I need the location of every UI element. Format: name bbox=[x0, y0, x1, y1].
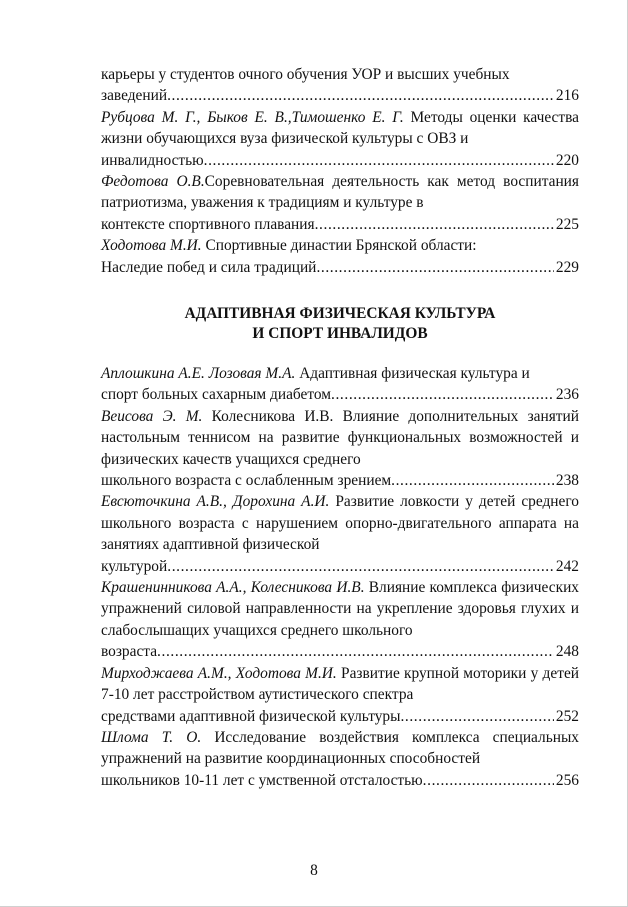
entry-authors: Ходотова М.И. bbox=[101, 237, 202, 255]
section-heading-line: АДАПТИВНАЯ ФИЗИЧЕСКАЯ КУЛЬТУРА bbox=[184, 305, 496, 322]
entry-page-number: 252 bbox=[555, 707, 579, 725]
dot-leader bbox=[423, 770, 554, 791]
entry-text bbox=[101, 663, 579, 706]
section-heading-line: И СПОРТ ИНВАЛИДОВ bbox=[252, 325, 428, 342]
toc-entry bbox=[101, 491, 579, 577]
entry-last-text: заведений bbox=[101, 87, 168, 105]
entry-title: Влияние комплекса физических упражнений силовой направленности на укрепление здоровья глухих и слабослышащих учащихся среднего школьного bbox=[101, 579, 579, 639]
entry-last-line bbox=[101, 556, 579, 577]
entry-page-number: 229 bbox=[555, 258, 579, 276]
toc-entry bbox=[101, 727, 579, 791]
dot-leader bbox=[316, 257, 553, 278]
dot-leader bbox=[167, 556, 554, 577]
entry-last-text: спорт больных сахарным диабетом bbox=[101, 386, 332, 404]
dot-leader bbox=[167, 85, 554, 106]
toc-entry bbox=[101, 663, 579, 727]
entry-title: Спортивные династии Брянской области: bbox=[201, 237, 477, 255]
entry-title: Колесникова И.В. Влияние дополнительных занятий настольным теннисом на развитие функциональных возможностей и физических качеств учащихся среднего bbox=[101, 407, 579, 468]
entry-authors: Мирходжаева А.М., Ходотова М.И. bbox=[101, 664, 337, 682]
toc-entry bbox=[101, 235, 579, 278]
dot-leader bbox=[157, 641, 554, 662]
section-heading bbox=[101, 304, 579, 344]
dot-leader bbox=[204, 150, 554, 171]
entry-last-line bbox=[101, 641, 579, 662]
entry-title: Соревновательная деятельность как метод воспитания патриотизма, уважения к традициям и культуре в bbox=[101, 173, 579, 212]
entry-text bbox=[101, 235, 579, 256]
entry-text bbox=[101, 406, 579, 470]
toc-entry bbox=[101, 363, 579, 406]
toc-entry bbox=[101, 577, 579, 663]
entry-text bbox=[101, 107, 579, 150]
toc-entry bbox=[101, 107, 579, 171]
entry-authors: Аплошкина А.Е. Лозовая М.А. bbox=[101, 365, 296, 382]
toc-top bbox=[101, 64, 579, 278]
entry-text bbox=[101, 363, 579, 384]
entry-last-text: школьников 10-11 лет с умственной отсталостью bbox=[101, 771, 423, 789]
entry-authors: Веисова Э. М. bbox=[101, 407, 203, 425]
entry-last-text: средствами адаптивной физической культуры bbox=[101, 707, 401, 725]
entry-last-line bbox=[101, 706, 579, 727]
entry-last-line bbox=[101, 384, 579, 405]
entry-title: Адаптивная физическая культура и bbox=[295, 365, 530, 382]
entry-text: карьеры у студентов очного обучения УОР и высших учебных bbox=[101, 66, 510, 83]
entry-text bbox=[101, 727, 579, 770]
entry-last-line bbox=[101, 214, 579, 235]
entry-authors: Шлома Т. О. bbox=[101, 728, 202, 746]
toc-entry bbox=[101, 171, 579, 235]
toc-entry bbox=[101, 406, 579, 492]
entry-page-number: 220 bbox=[555, 151, 579, 169]
entry-page-number: 248 bbox=[555, 643, 579, 661]
entry-authors: Федотова О.В. bbox=[101, 173, 205, 191]
entry-authors: Крашенинникова А.А., Колесникова И.В. bbox=[101, 579, 365, 597]
entry-page-number: 256 bbox=[555, 771, 579, 789]
entry-last-text: школьного возраста с ослабленным зрением bbox=[101, 472, 392, 490]
entry-page-number: 236 bbox=[555, 386, 579, 404]
dot-leader bbox=[331, 384, 554, 405]
entry-page-number: 225 bbox=[555, 215, 579, 233]
entry-last-text: контексте спортивного плавания bbox=[101, 215, 315, 233]
entry-title: Исследование воздействия комплекса специальных упражнений на развитие координационных способностей bbox=[101, 728, 579, 768]
entry-text bbox=[101, 171, 579, 214]
entry-last-line bbox=[101, 257, 579, 278]
dot-leader bbox=[391, 470, 554, 491]
entry-page-number: 216 bbox=[555, 87, 579, 105]
entry-title: Методы оценки качества жизни обучающихся вуза физической культуры с ОВЗ и bbox=[101, 108, 579, 148]
entry-text bbox=[101, 491, 579, 555]
entry-last-line bbox=[101, 150, 579, 171]
entry-last-line bbox=[101, 470, 579, 491]
entry-authors: Евсюточкина А.В., Дорохина А.И. bbox=[101, 493, 330, 511]
entry-page-number: 238 bbox=[555, 472, 579, 490]
dot-leader bbox=[400, 706, 553, 727]
entry-page-number: 242 bbox=[555, 557, 579, 575]
entry-title: Развитие крупной моторики у детей 7-10 лет расстройством аутистического спектра bbox=[101, 664, 580, 704]
toc-entry bbox=[101, 64, 579, 107]
entry-authors: Рубцова М. Г., Быков Е. В.,Тимошенко Е. Г. bbox=[101, 108, 404, 126]
page-number: 8 bbox=[310, 862, 318, 879]
entry-last-line bbox=[101, 770, 579, 791]
entry-last-text: возраста bbox=[101, 643, 158, 661]
entry-text bbox=[101, 577, 579, 641]
entry-last-line bbox=[101, 85, 579, 106]
entry-last-text: культурой bbox=[101, 557, 168, 575]
toc-section bbox=[101, 363, 579, 791]
entry-last-text: инвалидностью bbox=[101, 151, 204, 169]
dot-leader bbox=[315, 214, 554, 235]
entry-last-text: Наследие побед и сила традиций bbox=[101, 258, 317, 276]
entry-title: Развитие ловкости у детей среднего школьного возраста с нарушением опорно-двигательного аппарата на занятиях адаптивной физической bbox=[101, 493, 579, 554]
